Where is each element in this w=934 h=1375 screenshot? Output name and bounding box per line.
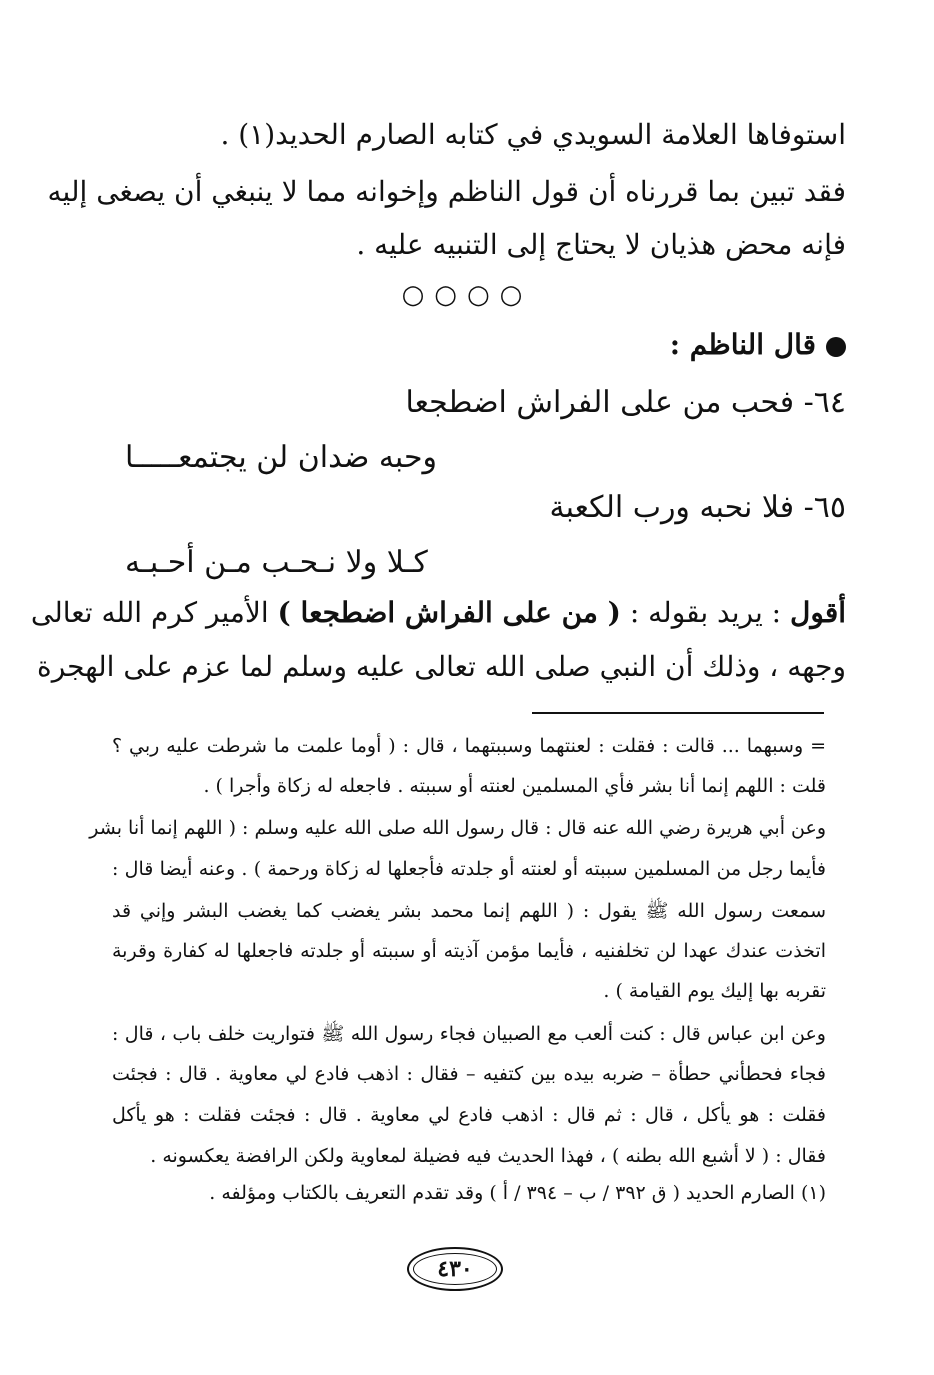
footnote-line-1: = وسبهما ... قالت : فقلت : لعنتهما وسببتهما ، قال : ( أوما علمت ما شرطت عليه ربي ؟ bbox=[112, 735, 826, 757]
footnote-line-5: سمعت رسول الله ﷺ يقول : ( اللهم إنما محمد بشر يغضب كما يغضب البشر وإني قد bbox=[112, 900, 826, 922]
footnote-line-3: وعن أبي هريرة رضي الله عنه قال : قال رسول الله صلى الله عليه وسلم : ( اللهم إنما أنا بشر bbox=[89, 817, 826, 839]
commentary-line-2: وجهه ، وذلك أن النبي صلى الله تعالى عليه وسلم لما عزم على الهجرة bbox=[37, 650, 846, 683]
body-line-2: فقد تبين بما قررناه أن قول الناظم وإخوانه مما لا ينبغي أن يصغى إليه bbox=[47, 175, 846, 208]
page-number bbox=[407, 1247, 503, 1291]
footnote-line-11: فقال : ( لا أشبع الله بطنه ) ، فهذا الحديث فيه فضيلة لمعاوية ولكن الرافضة يعكسونه . bbox=[150, 1145, 826, 1167]
footnote-line-4: فأيما رجل من المسلمين سببته أو لعنته أو جلدته فأجعلها له زكاة ورحمة ) . وعنه أيضا قال : bbox=[112, 858, 826, 880]
commentary-line-1 bbox=[30, 596, 846, 629]
commentary-text-b: الأمير كرم الله تعالى bbox=[30, 596, 278, 629]
bullet-icon bbox=[826, 337, 846, 357]
commentary-quote: ( من على الفراش اضطجعا ) bbox=[277, 596, 621, 629]
footnote-line-6: اتخذت عندك عهدا لن تخلفنيه ، فأيما مؤمن آذيته أو سببته أو جلدته فاجعلها له كفارة وقربة bbox=[112, 940, 826, 962]
footnote-line-9: فجاء فحطأني حطأة – ضربه بيده بين كتفيه – فقال : اذهب فادع لي معاوية . قال : فجئت bbox=[112, 1063, 826, 1085]
footnote-reference-1: (١) الصارم الحديد ( ق ٣٩٢ / ب – ٣٩٤ / أ ) وقد تقدم التعريف بالكتاب ومؤلفه . bbox=[209, 1182, 826, 1204]
page-number-text: ٤٣٠ bbox=[437, 1256, 473, 1282]
verse-65-first-hemistich: ٦٥- فلا نحبه ورب الكعبة bbox=[549, 490, 846, 525]
footnote-line-8: وعن ابن عباس قال : كنت ألعب مع الصبيان فجاء رسول الله ﷺ فتواريت خلف باب ، قال : bbox=[112, 1023, 826, 1045]
footnote-separator bbox=[532, 712, 824, 714]
footnote-line-10: فقلت : هو يأكل ، قال : ثم قال : اذهب فادع لي معاوية . قال : فجئت فقلت : هو يأكل bbox=[112, 1104, 826, 1126]
verse-64-first-hemistich: ٦٤- فحب من على الفراش اضطجعا bbox=[405, 385, 846, 420]
footnote-line-2: قلت : اللهم إنما أنا بشر فأي المسلمين لعنته أو سببته . فاجعله له زكاة وأجرا ) . bbox=[203, 775, 826, 797]
heading-text: قال الناظم : bbox=[669, 328, 816, 361]
body-line-3: فإنه محض هذيان لا يحتاج إلى التنبيه عليه . bbox=[356, 228, 846, 261]
section-separator: ○○○○ bbox=[401, 280, 533, 310]
footnote-line-7: تقربه بها إليك يوم القيامة ) . bbox=[603, 980, 826, 1002]
commentary-text-a: : يريد بقوله : bbox=[620, 596, 791, 629]
commentary-lead: أقول bbox=[790, 596, 846, 629]
section-heading bbox=[670, 328, 846, 361]
verse-65-second-hemistich: كـلا ولا نـحـب مـن أحـبـه bbox=[125, 545, 428, 580]
body-line-1: استوفاها العلامة السويدي في كتابه الصارم الحديد(١) . bbox=[220, 118, 846, 151]
verse-64-second-hemistich: وحبه ضدان لن يجتمعـــــا bbox=[125, 440, 438, 475]
